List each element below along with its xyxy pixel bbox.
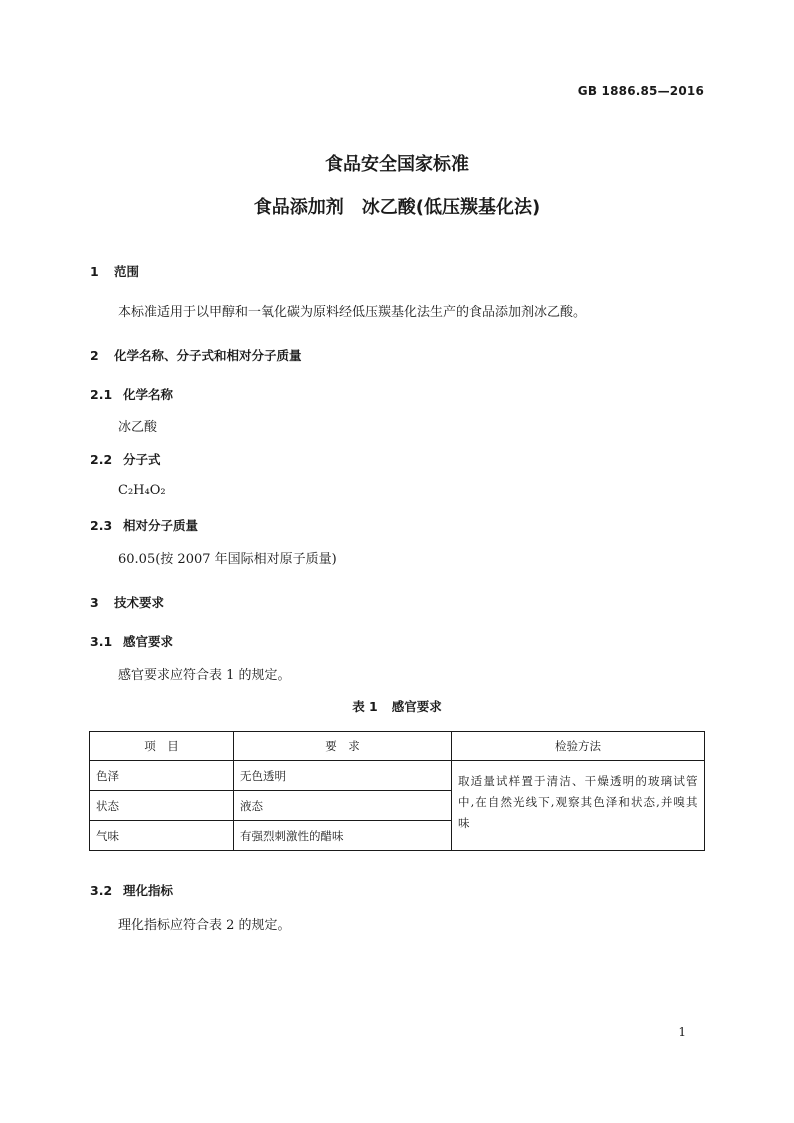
section-title: 范围: [114, 264, 140, 279]
section-number: 2.2: [90, 452, 113, 467]
cell-requirement: 无色透明: [234, 761, 452, 791]
table-row: [90, 761, 705, 791]
section-number: 1: [90, 264, 99, 279]
section-title: 理化指标: [123, 883, 174, 898]
section-number: 2: [90, 348, 99, 363]
section-3-1-heading: [90, 632, 173, 650]
column-header-requirement: 要 求: [234, 732, 452, 761]
section-2-1-heading: [90, 385, 173, 403]
section-title: 分子式: [123, 452, 161, 467]
section-2-heading: [90, 346, 302, 364]
cell-method: 取适量试样置于清洁、干燥透明的玻璃试管中,在自然光线下,观察其色泽和状态,并嗅其味: [452, 761, 705, 851]
document-subtitle: 食品添加剂 冰乙酸(低压羰基化法): [253, 197, 541, 218]
section-2-2-body: C₂H₄O₂: [118, 483, 166, 498]
cell-item: 状态: [90, 791, 234, 821]
section-title: 化学名称: [123, 387, 174, 402]
section-title: 感官要求: [123, 634, 174, 649]
section-2-3-heading: [90, 516, 198, 534]
section-3-2-heading: [90, 881, 173, 899]
section-2-3-body: 60.05(按 2007 年国际相对原子质量): [118, 552, 337, 567]
section-3-2-body: 理化指标应符合表 2 的规定。: [118, 918, 291, 933]
column-header-item: 项 目: [90, 732, 234, 761]
section-3-heading: [90, 593, 164, 611]
section-2-1-body: 冰乙酸: [118, 420, 158, 435]
table-1-caption: [0, 697, 794, 715]
cell-requirement: 液态: [234, 791, 452, 821]
section-number: 3: [90, 595, 99, 610]
section-number: 3.2: [90, 883, 113, 898]
document-title: 食品安全国家标准: [325, 154, 469, 175]
section-number: 3.1: [90, 634, 113, 649]
table-title: 感官要求: [391, 699, 442, 714]
section-1-body: 本标准适用于以甲醇和一氧化碳为原料经低压羰基化法生产的食品添加剂冰乙酸。: [118, 305, 587, 320]
cell-requirement: 有强烈刺激性的醋味: [234, 821, 452, 851]
section-1-heading: [90, 262, 139, 280]
section-number: 2.3: [90, 518, 113, 533]
section-3-1-body: 感官要求应符合表 1 的规定。: [118, 668, 291, 683]
standard-code: GB 1886.85—2016: [577, 84, 704, 98]
section-title: 相对分子质量: [123, 518, 199, 533]
section-number: 2.1: [90, 387, 113, 402]
page-number: 1: [678, 1025, 686, 1039]
sensory-requirements-table: [89, 731, 705, 851]
section-2-2-heading: [90, 450, 161, 468]
section-title: 技术要求: [114, 595, 165, 610]
column-header-method: 检验方法: [452, 732, 705, 761]
cell-item: 气味: [90, 821, 234, 851]
table-label: 表 1: [352, 699, 378, 714]
section-title: 化学名称、分子式和相对分子质量: [114, 348, 302, 363]
cell-item: 色泽: [90, 761, 234, 791]
table-header-row: [90, 732, 705, 761]
